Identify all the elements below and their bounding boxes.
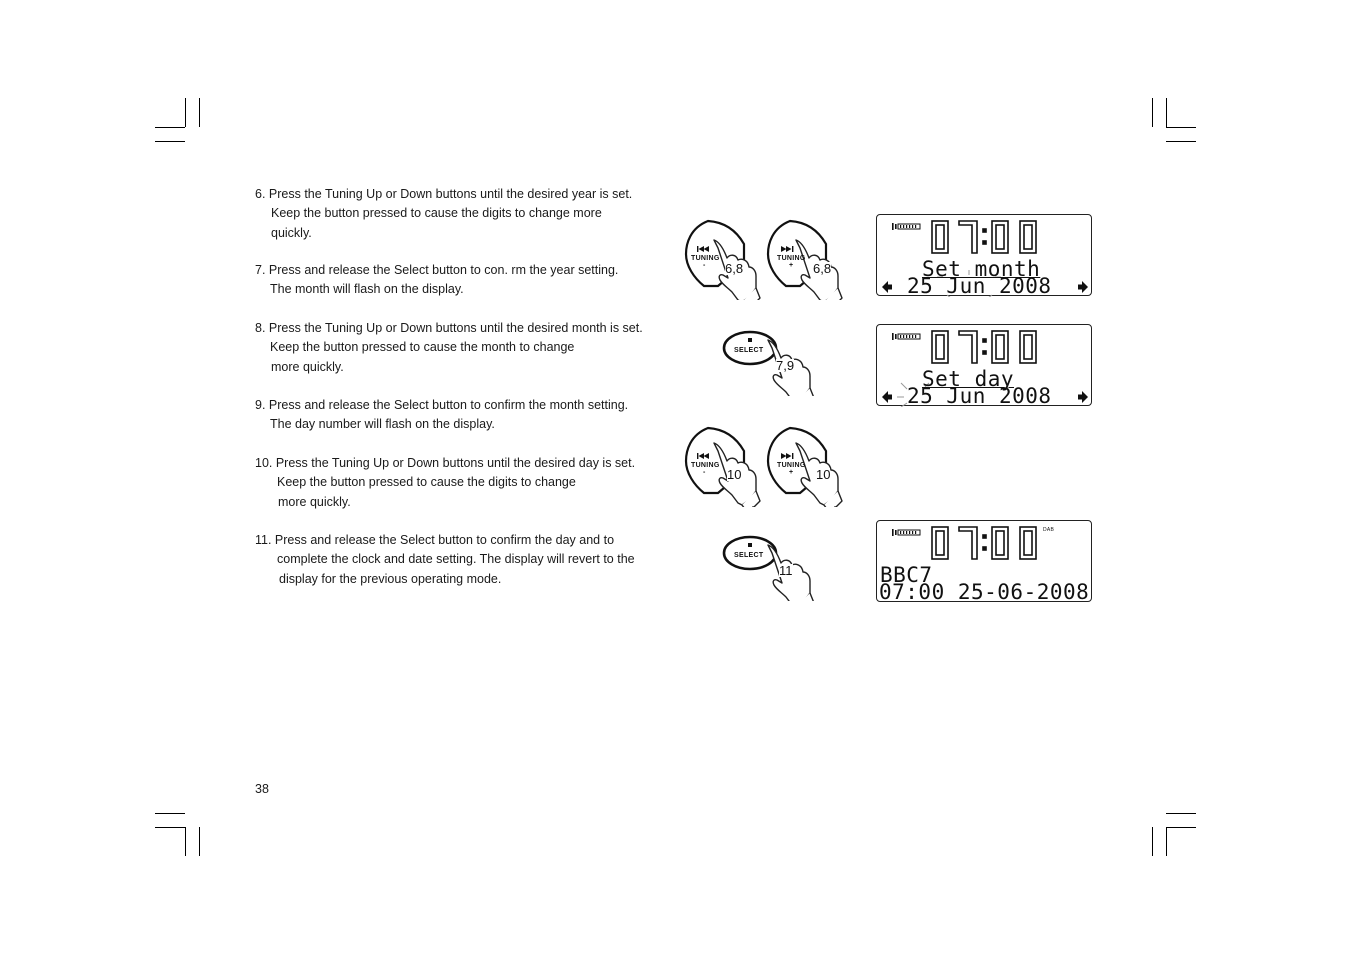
crop-mark	[155, 813, 185, 814]
crop-mark	[185, 98, 186, 127]
crop-mark	[155, 141, 185, 142]
step-reference: 10	[816, 467, 831, 482]
select-label: SELECT	[734, 552, 764, 559]
select-button-illustration	[722, 330, 822, 396]
page-number: 38	[255, 782, 269, 796]
right-arrow-icon	[1078, 391, 1088, 403]
tuning-up-label: TUNING	[777, 255, 806, 262]
signal-strength-icon	[892, 529, 920, 536]
crop-mark	[155, 827, 185, 828]
right-arrow-icon	[1078, 281, 1088, 293]
crop-mark	[155, 127, 185, 128]
select-button-illustration	[722, 535, 822, 601]
crop-mark	[199, 98, 200, 127]
step-line: 10. Press the Tuning Up or Down buttons until the desired day is set.	[255, 456, 636, 470]
step-line: 7. Press and release the Select button to con. rm the year setting.	[255, 263, 619, 277]
lcd-line-1: BBC7	[880, 563, 933, 587]
crop-mark	[1166, 98, 1167, 127]
step-line: more quickly.	[271, 359, 344, 374]
step-line: The day number will flash on the display.	[270, 417, 495, 432]
left-arrow-icon	[882, 281, 892, 293]
step-line: The month will flash on the display.	[270, 282, 464, 297]
lcd-line-1: Set month	[922, 257, 1041, 281]
lcd-display-normal	[876, 520, 1092, 602]
crop-mark	[1166, 827, 1196, 828]
tuning-up-sign: +	[789, 469, 794, 476]
crop-mark	[1166, 827, 1167, 856]
crop-mark	[1166, 141, 1196, 142]
lcd-line-2: 25 Jun 2008	[907, 384, 1052, 408]
figure-tuning-buttons-1	[684, 218, 859, 300]
step-reference: 10	[727, 467, 742, 482]
step-11	[255, 531, 635, 589]
figure-select-button-2	[722, 535, 822, 601]
lcd-line-2: 07:00 25-06-2008	[879, 580, 1090, 604]
step-line: complete the clock and date setting. The display will revert to the	[277, 552, 635, 567]
lcd-line-2: 25 Jun 2008	[907, 274, 1052, 298]
step-line: display for the previous operating mode.	[279, 571, 502, 586]
tuning-down-label: TUNING	[691, 462, 720, 469]
step-line: more quickly.	[278, 494, 351, 509]
step-line: 9. Press and release the Select button to confirm the month setting.	[255, 398, 629, 412]
crop-mark	[185, 827, 186, 856]
big-clock-digits	[932, 221, 1036, 253]
step-reference: 7,9	[776, 358, 795, 373]
crop-mark	[1166, 813, 1196, 814]
step-line: quickly.	[271, 225, 312, 240]
left-arrow-icon	[882, 391, 892, 403]
select-label: SELECT	[734, 347, 764, 354]
tuning-up-sign: +	[789, 262, 794, 269]
figure-tuning-buttons-2	[684, 425, 859, 507]
tuning-down-sign: -	[703, 469, 706, 476]
step-8	[255, 319, 643, 377]
crop-mark	[1166, 127, 1196, 128]
big-clock-digits	[932, 331, 1036, 363]
step-7	[255, 261, 618, 300]
lcd-display-set-month	[876, 214, 1092, 296]
step-line: 8. Press the Tuning Up or Down buttons until the desired month is set.	[255, 321, 643, 335]
lcd-display-set-day	[876, 324, 1092, 406]
tuning-down-label: TUNING	[691, 255, 720, 262]
crop-mark	[1152, 98, 1153, 127]
step-line: Keep the button pressed to cause the month to change	[270, 340, 575, 355]
tuning-down-sign: -	[703, 262, 706, 269]
step-line: 11. Press and release the Select button to confirm the day and to	[255, 533, 615, 547]
step-9	[255, 396, 628, 435]
big-clock-digits	[932, 527, 1036, 559]
step-line: Keep the button pressed to cause the digits to change more	[271, 206, 602, 221]
crop-mark	[199, 827, 200, 856]
step-line: Keep the button pressed to cause the digits to change	[277, 475, 576, 490]
signal-strength-icon	[892, 333, 920, 340]
step-line: 6. Press the Tuning Up or Down buttons until the desired year is set.	[255, 187, 633, 201]
tuning-up-label: TUNING	[777, 462, 806, 469]
signal-strength-icon	[892, 223, 920, 230]
step-10	[255, 454, 635, 512]
step-reference: 11	[779, 563, 793, 578]
crop-mark	[1152, 827, 1153, 856]
step-reference: 6,8	[813, 261, 832, 276]
figure-select-button-1	[722, 330, 822, 396]
dab-badge: DAB	[1043, 527, 1055, 533]
step-6	[255, 185, 632, 243]
step-reference: 6,8	[725, 261, 744, 276]
lcd-line-1: Set day	[922, 367, 1015, 391]
